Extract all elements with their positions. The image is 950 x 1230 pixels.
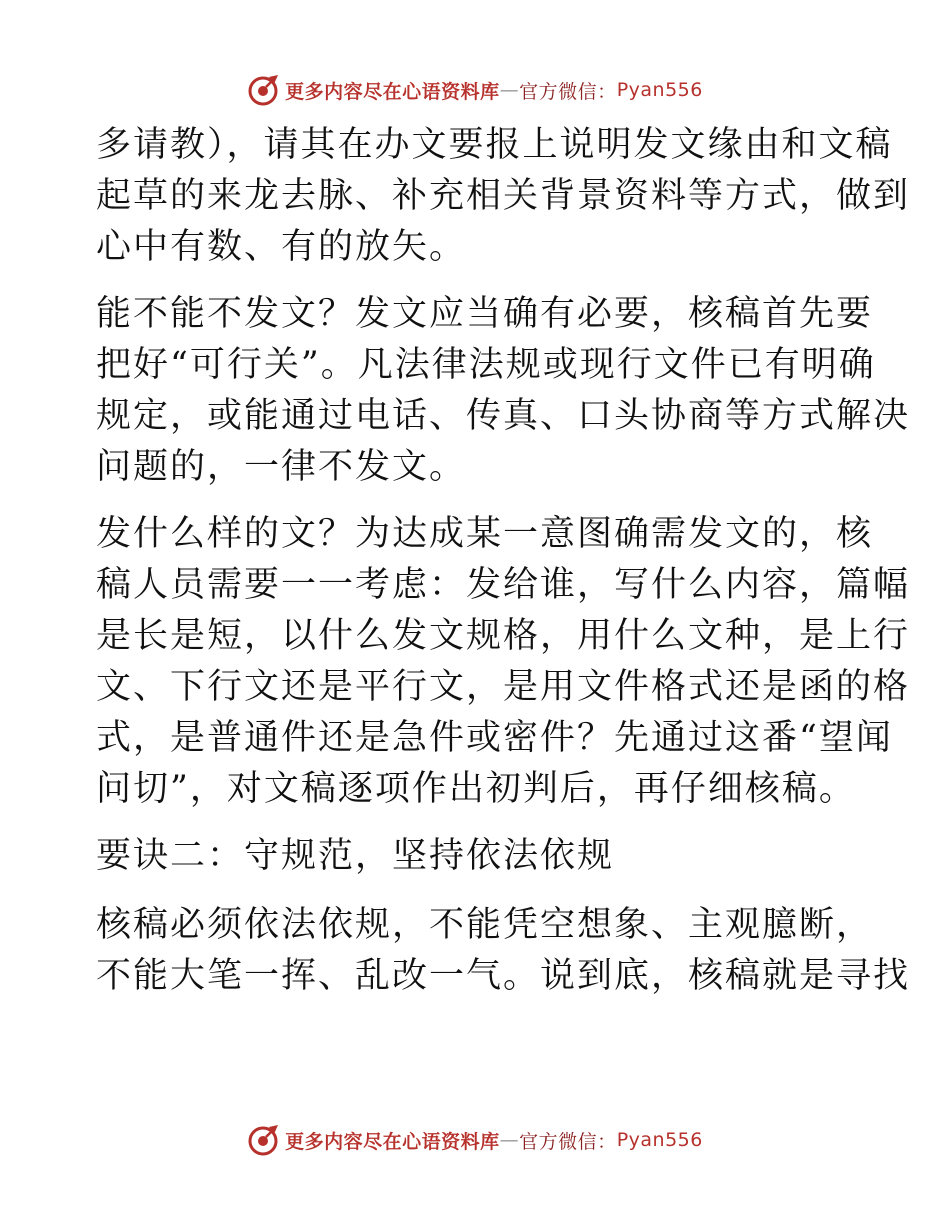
watermark-header: [0, 72, 950, 108]
watermark-brand: 更多内容尽在心语资料库: [285, 80, 500, 103]
paragraph-1: [96, 120, 911, 273]
watermark-id: Pyan556: [616, 79, 703, 101]
quill-logo-icon: [247, 73, 281, 107]
text-line: 能不能不发文？发文应当确有必要，核稿首先要: [96, 294, 874, 334]
text-line: 多请教），请其在办文要报上说明发文缘由和文稿: [96, 125, 893, 165]
paragraph-4: [96, 900, 911, 1002]
watermark-footer: [0, 1122, 950, 1158]
watermark-brand: 更多内容尽在心语资料库: [285, 1130, 500, 1153]
paragraph-3: [96, 509, 911, 815]
text-line: 稿人员需要一一考虑：发给谁，写什么内容，篇幅: [96, 565, 911, 605]
watermark-dash: —: [499, 79, 520, 101]
watermark-sub: 官方微信：: [519, 80, 617, 103]
watermark-dash: —: [499, 1129, 520, 1151]
text-line: 要诀二：守规范，坚持依法依规: [96, 836, 615, 876]
text-line: 把好“可行关”。凡法律法规或现行文件已有明确: [96, 345, 876, 385]
watermark-id: Pyan556: [616, 1129, 703, 1151]
text-line: 是长是短，以什么发文规格，用什么文种，是上行: [96, 616, 911, 656]
section-heading: [96, 831, 856, 882]
paragraph-2: [96, 289, 911, 493]
text-line: 文、下行文还是平行文，是用文件格式还是函的格: [96, 667, 911, 707]
document-body: [96, 120, 911, 1002]
quill-logo-icon: [247, 1123, 281, 1157]
text-line: 问切”，对文稿逐项作出初判后，再仔细核稿。: [96, 769, 856, 809]
text-line: 核稿必须依法依规，不能凭空想象、主观臆断，: [96, 905, 874, 945]
text-line: 起草的来龙去脉、补充相关背景资料等方式，做到: [96, 176, 911, 216]
text-line: 问题的，一律不发文。: [96, 447, 467, 487]
text-line: 发什么样的文？为达成某一意图确需发文的，核: [96, 514, 874, 554]
watermark-sub: 官方微信：: [519, 1130, 617, 1153]
text-line: 式，是普通件还是急件或密件？先通过这番“望闻: [96, 718, 893, 758]
text-line: 不能大笔一挥、乱改一气。说到底，核稿就是寻找: [96, 956, 911, 996]
text-line: 心中有数、有的放矢。: [96, 227, 467, 267]
text-line: 规定，或能通过电话、传真、口头协商等方式解决: [96, 396, 911, 436]
